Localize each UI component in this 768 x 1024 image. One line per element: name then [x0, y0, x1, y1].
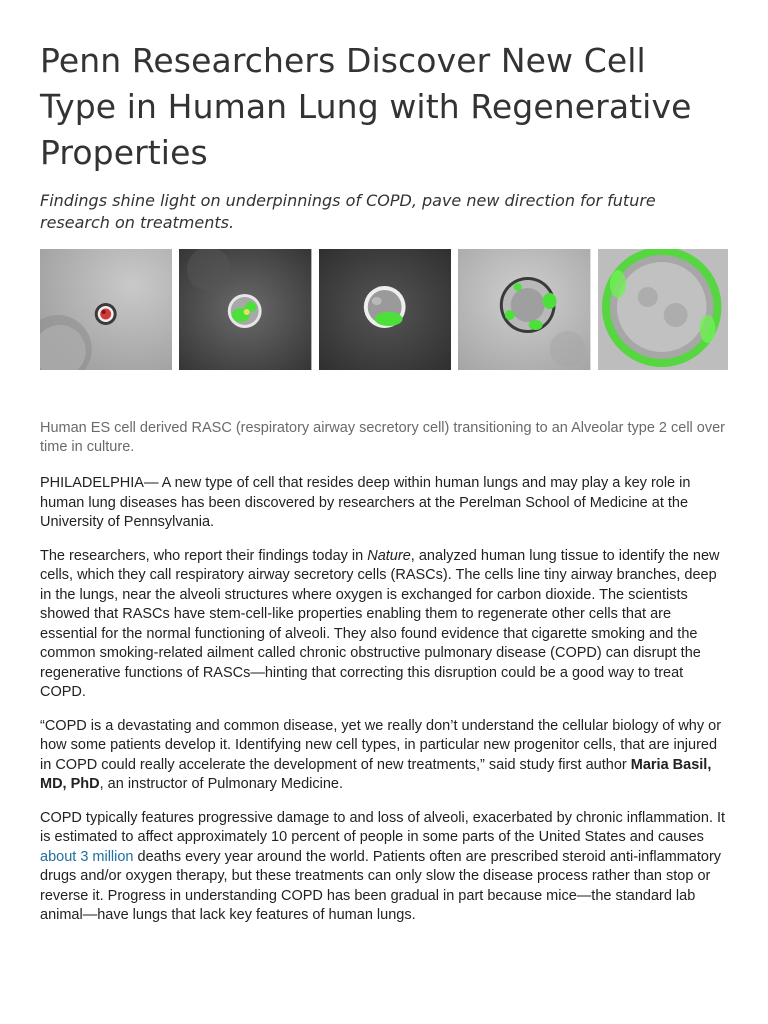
paragraph-4	[40, 809, 728, 926]
cell-image-3	[319, 249, 451, 370]
author-name: Maria Basil, MD, PhD	[40, 756, 712, 792]
paragraph-3	[40, 717, 728, 795]
paragraph-4-text-a: COPD typically features progressive damage to and loss of alveoli, exacerbated by chronic inflammation. It is estimated to affect approximately 10 percent of people in some parts of the United States and causes	[40, 809, 726, 845]
paragraph-1: PHILADELPHIA— A new type of cell that resides deep within human lungs and may play a key role in human lung diseases has been discovered by researchers at the Perelman School of Medicine at the University of Pennsylvania.	[40, 475, 691, 530]
cell-image-strip	[40, 249, 728, 370]
paragraph-2	[40, 547, 728, 703]
paragraph-3-text-a: “COPD is a devastating and common disease, yet we really don’t understand the cellular biology of why or how some patients develop it. Identifying new cell types, in particular new progenitor cells, that are injured in COPD could really accelerate the development of new treatments,” said study first author	[40, 717, 722, 773]
paragraph-3-text-b: , an instructor of Pulmonary Medicine.	[99, 776, 343, 792]
journal-name: Nature	[367, 547, 411, 564]
paragraph-4-text-b: deaths every year around the world. Patients often are prescribed steroid anti-inflammatory drugs and/or oxygen therapy, but these treatments can only slow the disease process rather than stop or reverse it. Progress in understanding COPD has been gradual in part because mice—the standard lab animal—have lungs that lack key features of human lungs.	[40, 848, 722, 923]
paragraph-2-text-b: , analyzed human lung tissue to identify the new cells, which they call respiratory airway secretory cells (RASCs). The cells line tiny airway branches, deep in the lungs, near the alveoli structures where oxygen is exchanged for carbon dioxide. The scientists showed that RASCs have stem-cell-like properties enabling them to regenerate other cells that are essential for the normal functioning of alveoli. They also found evidence that cigarette smoking and the common smoking-related ailment called chronic obstructive pulmonary disease (COPD) can disrupt the regenerative functions of RASCs—hinting that correcting this disruption could be a good way to treat COPD.	[40, 547, 720, 700]
cell-image-2	[179, 249, 311, 370]
paragraph-2-text-a: The researchers, who report their findings today in	[40, 547, 368, 564]
article-title: Penn Researchers Discover New Cell Type in Human Lung with Regenerative Properties	[40, 41, 692, 172]
deaths-statistic-link[interactable]: about 3 million	[40, 848, 134, 865]
cell-image-1	[40, 249, 172, 370]
cell-image-4	[458, 249, 590, 370]
article-subtitle: Findings shine light on underpinnings of COPD, pave new direction for future research on treatments.	[40, 191, 656, 232]
image-caption: Human ES cell derived RASC (respiratory airway secretory cell) transitioning to an Alveolar type 2 cell over time in culture.	[40, 420, 726, 455]
cell-image-5	[598, 249, 728, 370]
